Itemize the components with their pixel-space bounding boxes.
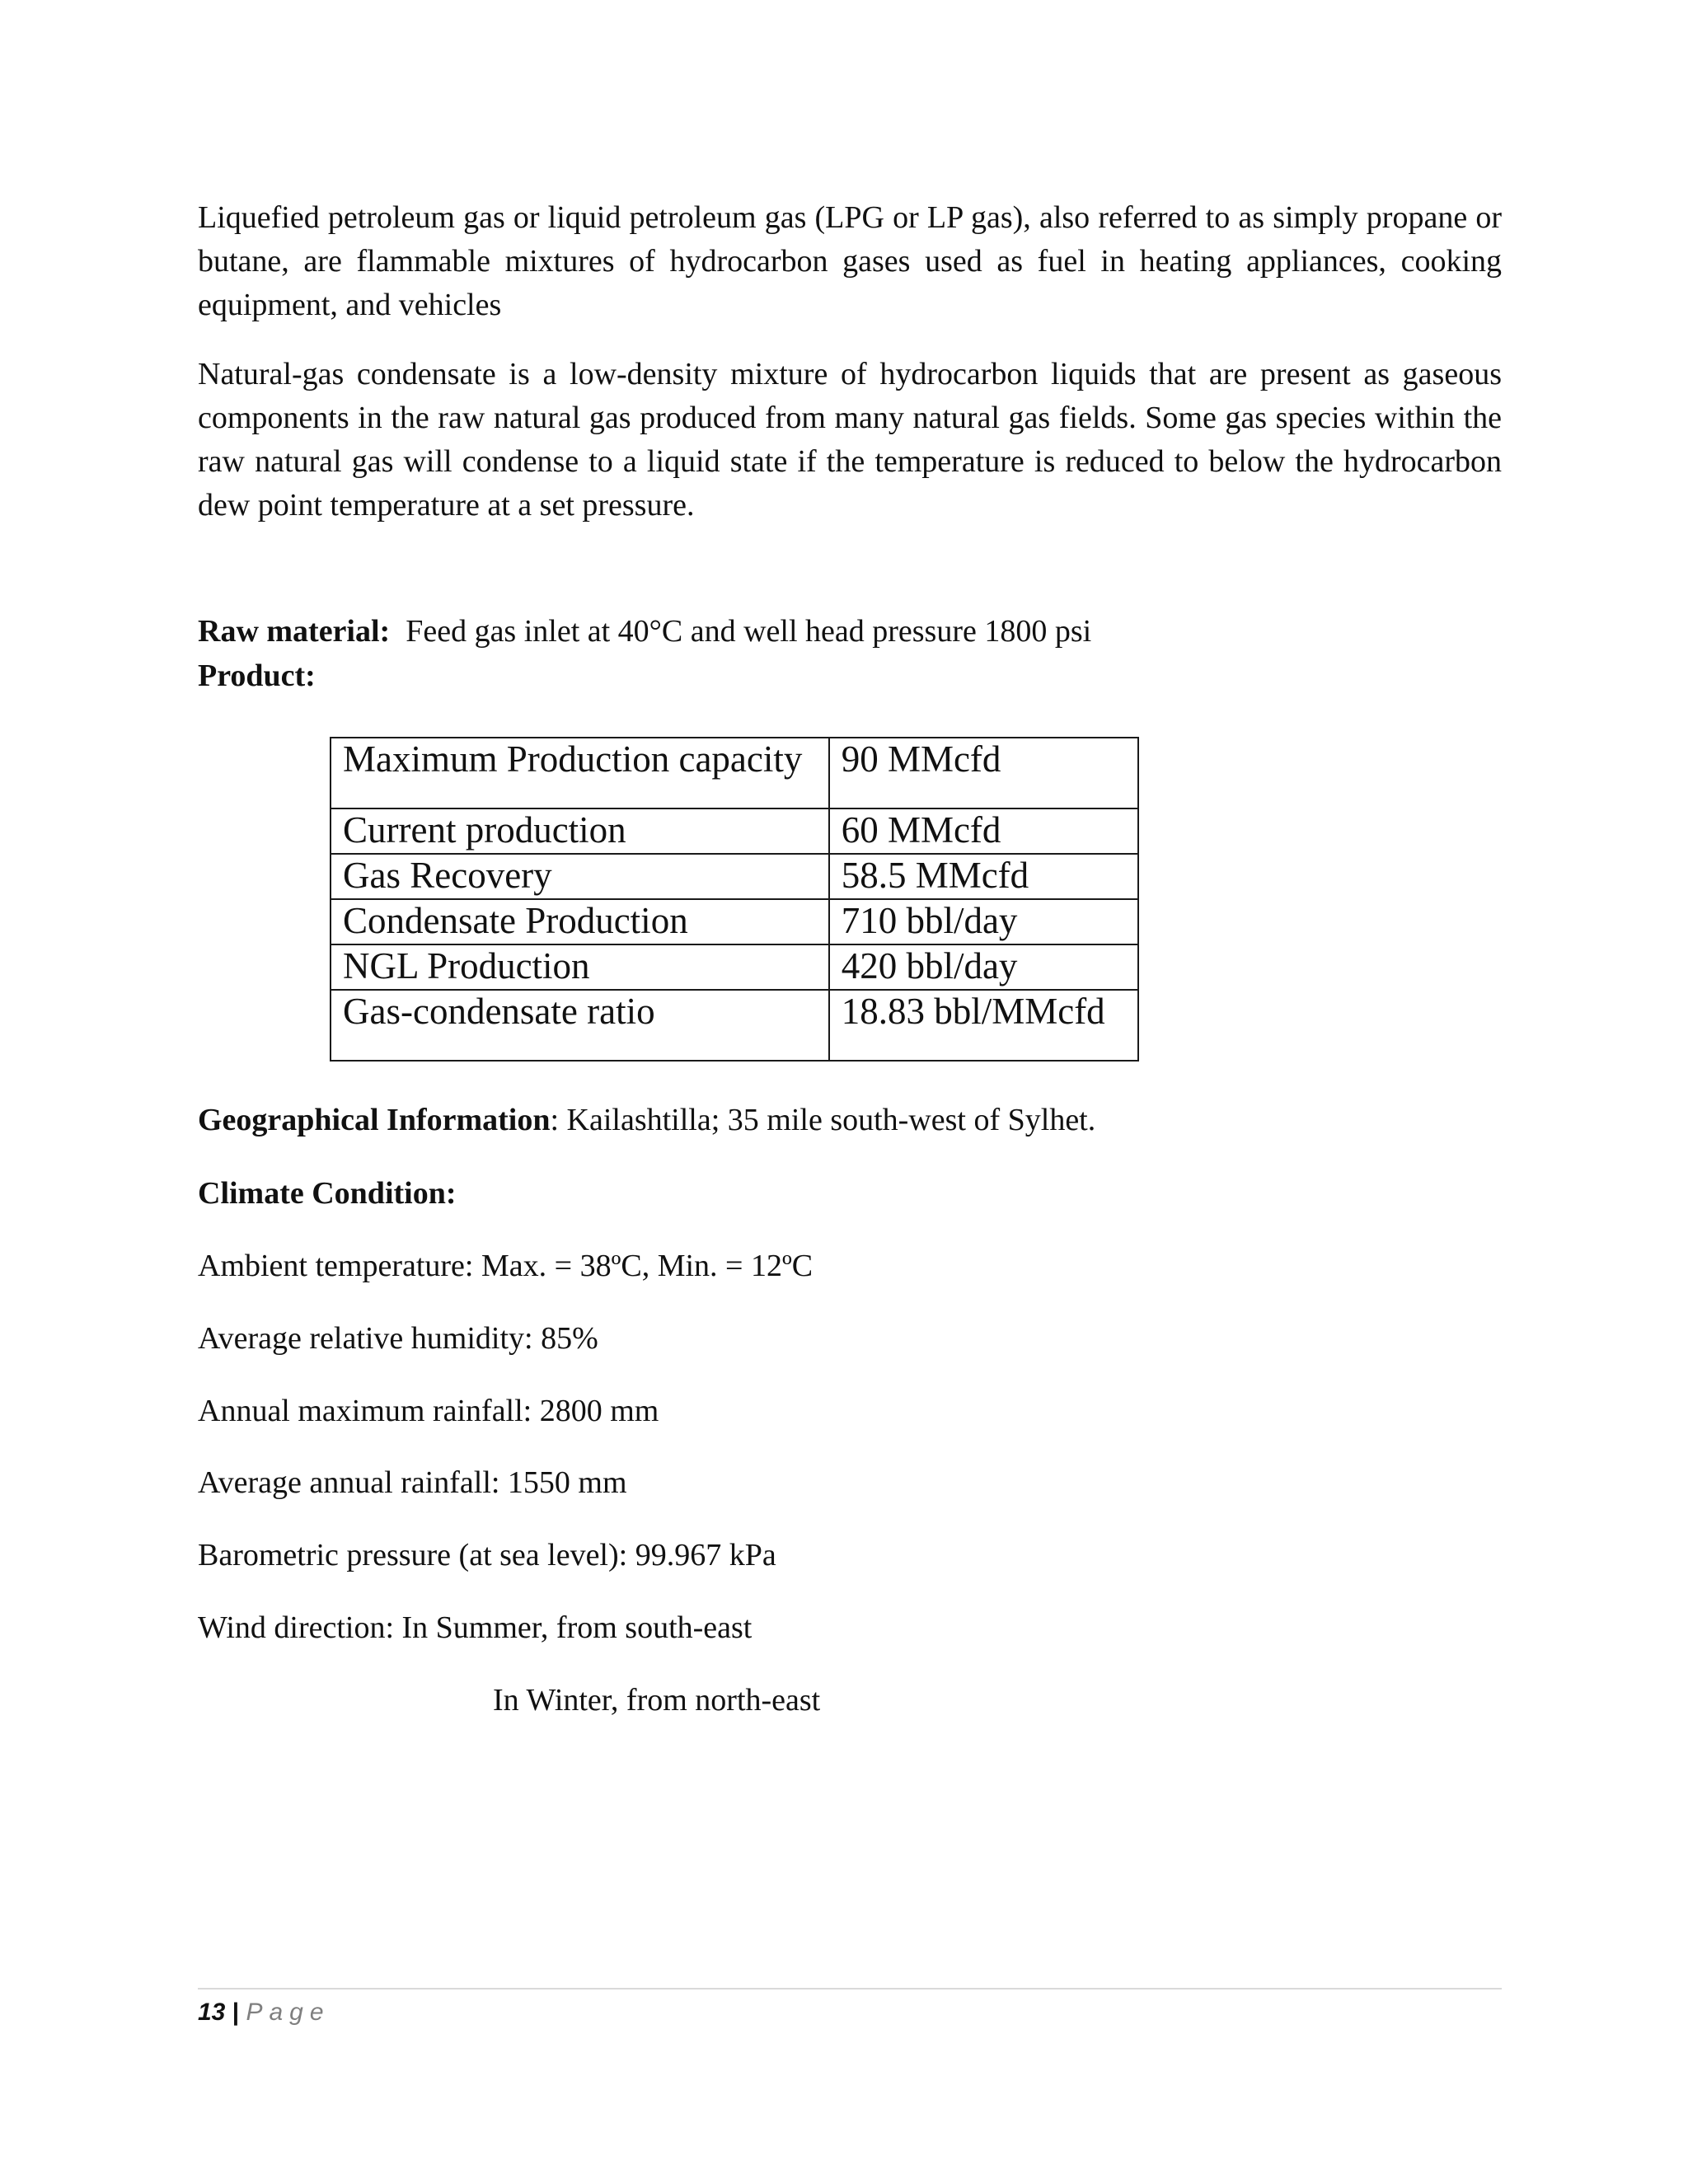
- geographical-value: : Kailashtilla; 35 mile south-west of Sylhet.: [550, 1103, 1096, 1137]
- climate-heading: Climate Condition:: [198, 1176, 457, 1211]
- row-value: 710 bbl/day: [829, 899, 1138, 944]
- row-value: 58.5 MMcfd: [829, 854, 1138, 899]
- geographical-label: Geographical Information: [198, 1103, 551, 1137]
- row-value: 420 bbl/day: [829, 944, 1138, 990]
- row-label: Current production: [331, 808, 829, 854]
- row-value: 18.83 bbl/MMcfd: [829, 990, 1138, 1061]
- footer-divider: [198, 1988, 1502, 1990]
- table-row: [331, 990, 1138, 1061]
- wind-direction-winter: In Winter, from north-east: [493, 1683, 821, 1718]
- condensate-paragraph: Natural-gas condensate is a low-density mixture of hydrocarbon liquids that are present as gaseous components in the raw natural gas produced from many natural gas fields. Some gas species within the raw natural gas will condense to a liquid state if the temperature is reduced to below the hydrocarbon dew point temperature at a set pressure.: [198, 357, 1502, 523]
- table-row: [331, 944, 1138, 990]
- max-rainfall: Annual maximum rainfall: 2800 mm: [198, 1394, 659, 1428]
- avg-rainfall: Average annual rainfall: 1550 mm: [198, 1465, 627, 1500]
- row-label: Condensate Production: [331, 899, 829, 944]
- row-label: NGL Production: [331, 944, 829, 990]
- page-number: 13: [198, 1999, 226, 2026]
- raw-material-label: Raw material:: [198, 614, 391, 649]
- lpg-paragraph: Liquefied petroleum gas or liquid petroleum gas (LPG or LP gas), also referred to as simply propane or butane, are flammable mixtures of hydrocarbon gases used as fuel in heating appliances, cooking equipment, and vehicles: [198, 200, 1502, 322]
- row-value: 90 MMcfd: [829, 738, 1138, 808]
- product-heading: Product:: [198, 658, 316, 693]
- wind-direction-summer: Wind direction: In Summer, from south-east: [198, 1610, 753, 1645]
- row-label: Gas Recovery: [331, 854, 829, 899]
- relative-humidity: Average relative humidity: 85%: [198, 1321, 598, 1356]
- footer-separator: |: [232, 1999, 240, 2026]
- page-footer: [198, 1994, 331, 2031]
- row-label: Maximum Production capacity: [331, 738, 829, 808]
- table-row: [331, 854, 1138, 899]
- barometric-pressure: Barometric pressure (at sea level): 99.967 kPa: [198, 1538, 776, 1572]
- geographical-line: [198, 1099, 1095, 1142]
- row-label: Gas-condensate ratio: [331, 990, 829, 1061]
- raw-material-line: [198, 610, 1091, 654]
- table-row: [331, 899, 1138, 944]
- raw-material-value: Feed gas inlet at 40°C and well head pressure 1800 psi: [406, 614, 1092, 649]
- table-row: [331, 738, 1138, 808]
- row-value: 60 MMcfd: [829, 808, 1138, 854]
- table-row: [331, 808, 1138, 854]
- ambient-temperature: Ambient temperature: Max. = 38ºC, Min. = 12ºC: [198, 1249, 814, 1283]
- product-table: [330, 737, 1139, 1062]
- page-word: Page: [246, 1999, 331, 2026]
